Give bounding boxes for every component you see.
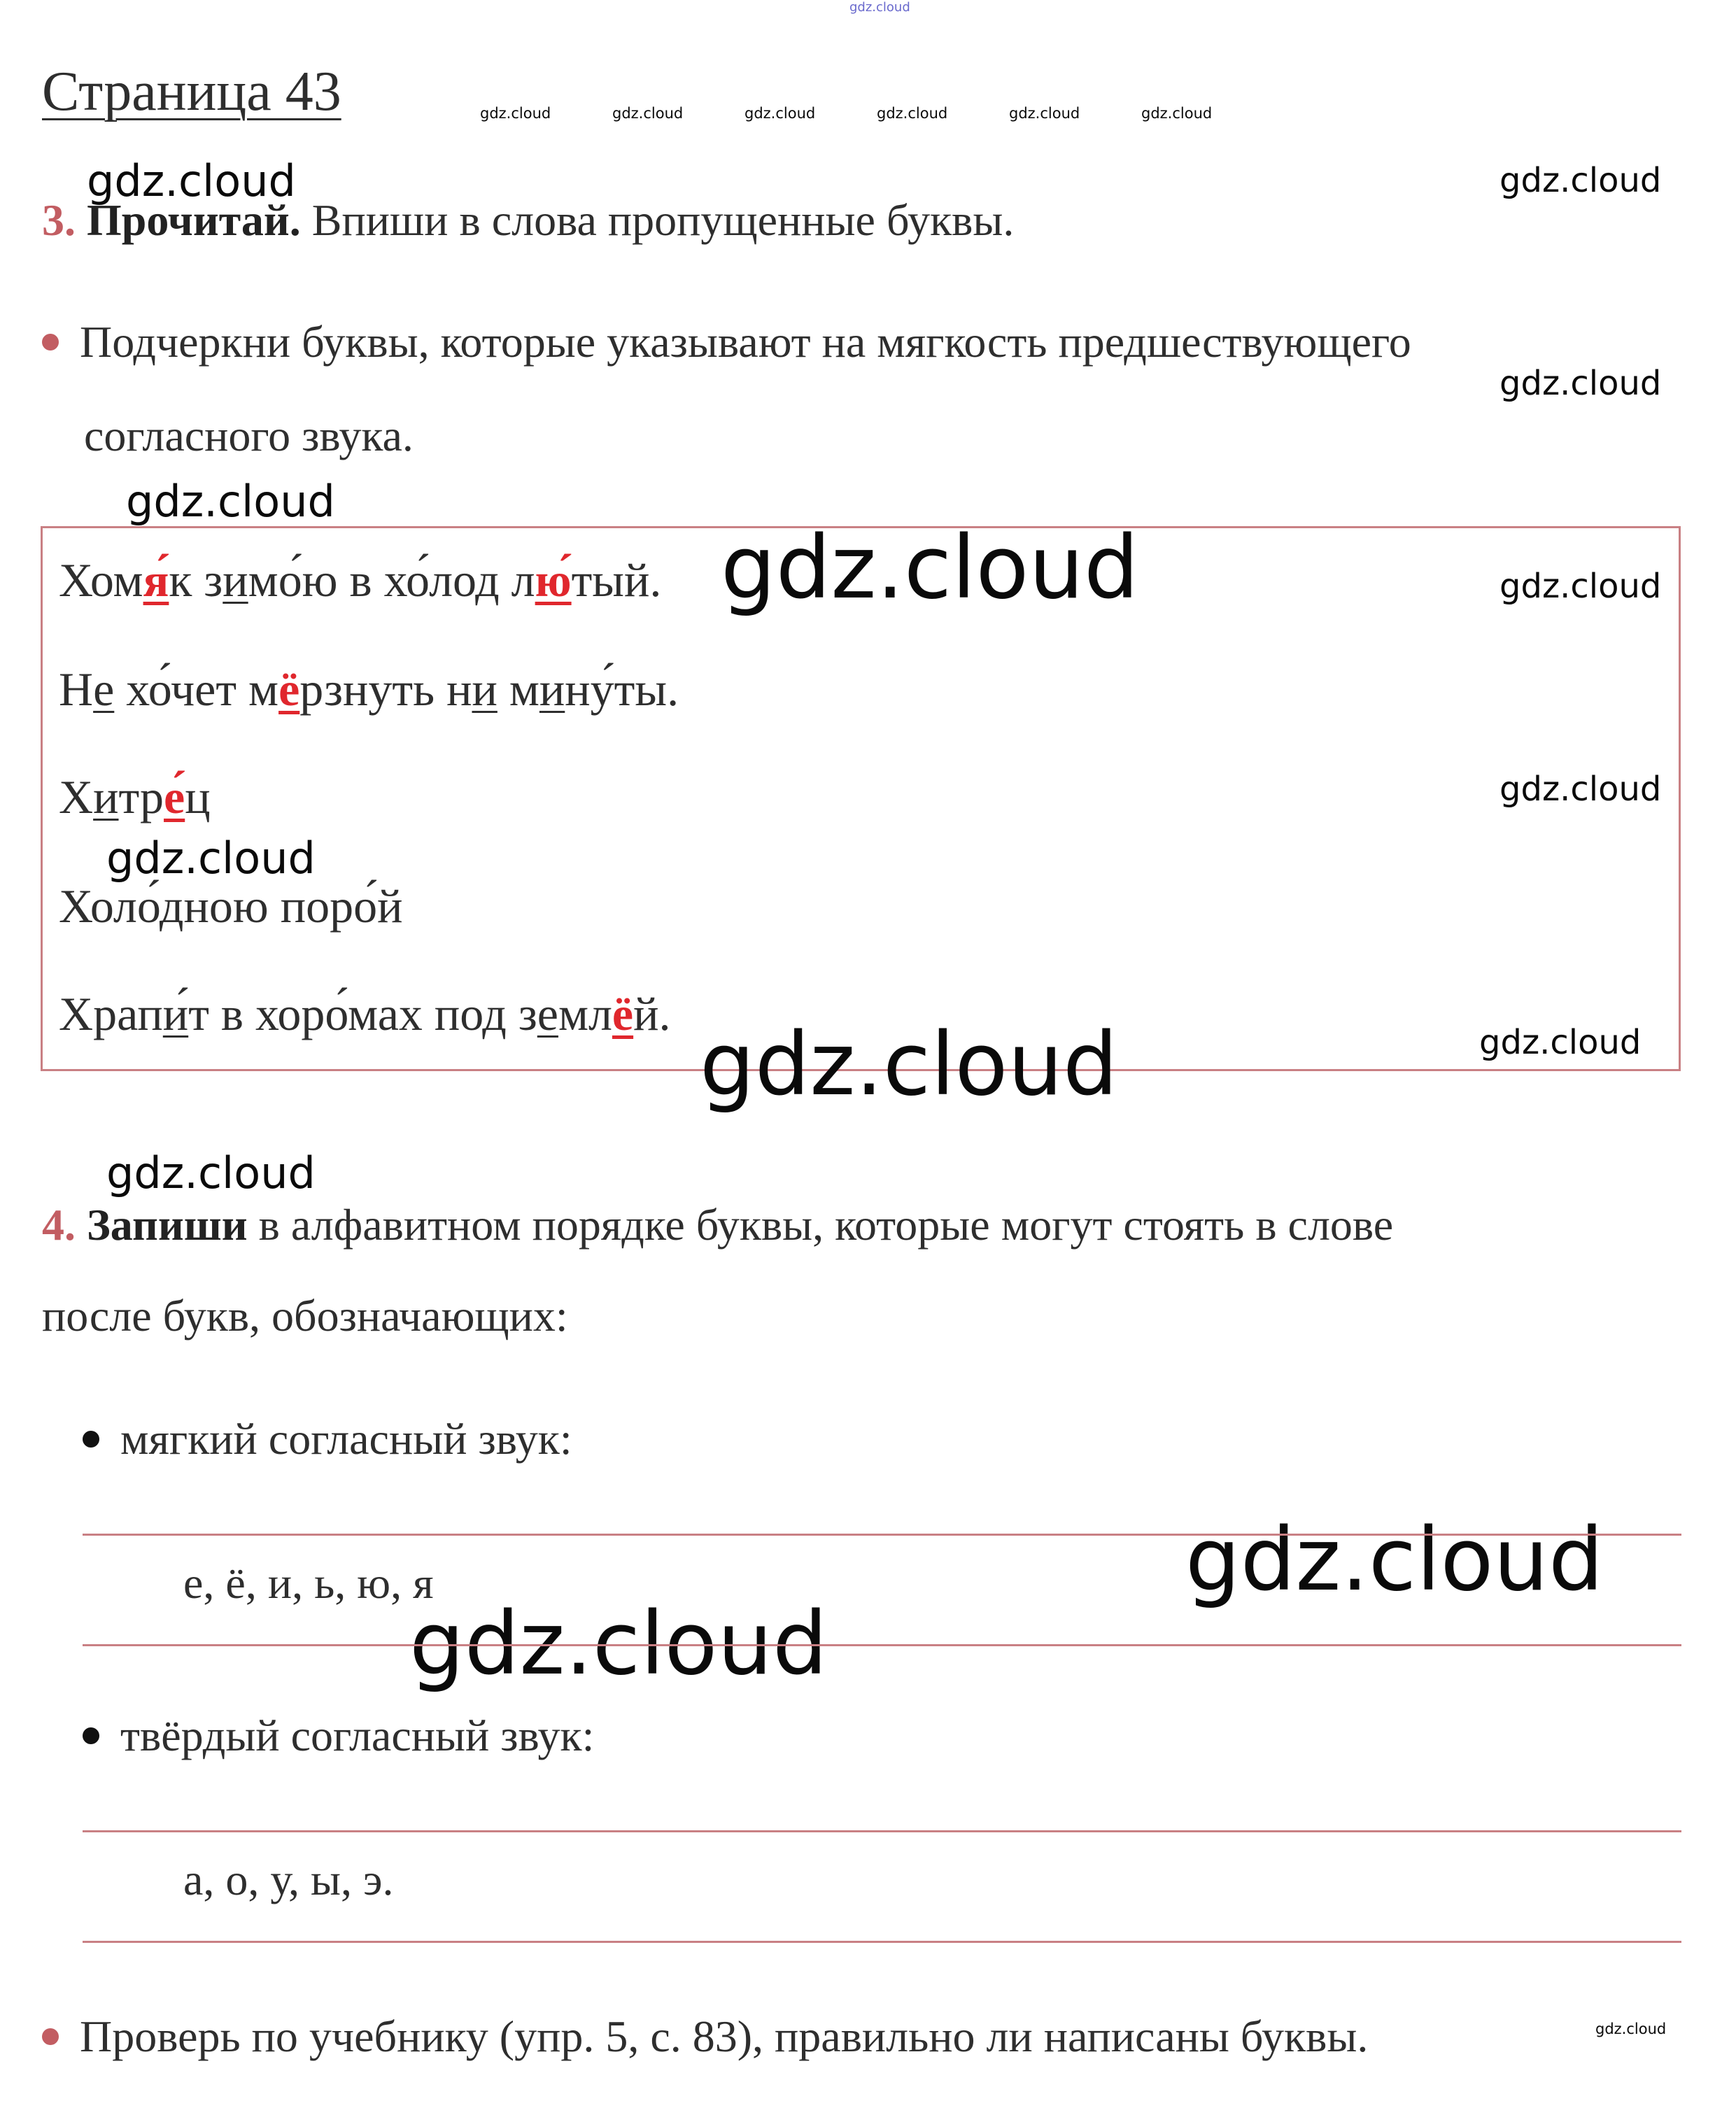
poem-text: й. — [633, 987, 671, 1040]
task4-instruction: в алфавитном порядке буквы, которые могут стоять в слове — [247, 1200, 1394, 1250]
poem-text: ц — [185, 770, 211, 823]
poem-text: Хом — [59, 553, 143, 607]
watermark-small: gdz.cloud — [480, 105, 551, 122]
soft-consonant-item — [83, 1413, 572, 1465]
hard-consonant-item — [83, 1710, 594, 1762]
task4-instruction-line2: после букв, обозначающих: — [42, 1291, 568, 1341]
task3-heading — [42, 194, 1014, 246]
task3-instruction: Впиши в слова пропущенные буквы. — [300, 195, 1015, 245]
poem-line-3 — [59, 770, 211, 825]
check-text: Проверь по учебнику (упр. 5, с. 83), правильно ли написаны буквы. — [80, 2011, 1369, 2061]
task3-verb: Прочитай. — [87, 195, 301, 245]
watermark-small: gdz.cloud — [744, 105, 816, 122]
answer-line — [83, 1534, 1681, 1536]
poem-text: к з — [169, 553, 223, 607]
answer-line — [83, 1941, 1681, 1943]
bullet-dot-icon — [42, 2028, 59, 2045]
watermark-medium: gdz.cloud — [1499, 364, 1662, 403]
page-title: Страница 43 — [42, 61, 341, 122]
poem-line-2 — [59, 662, 679, 717]
watermark-medium: gdz.cloud — [126, 476, 335, 527]
poem-text: Н — [59, 663, 94, 716]
watermark-large: gdz.cloud — [1185, 1510, 1604, 1611]
hard-consonant-label: твёрдый согласный звук: — [120, 1711, 595, 1760]
underlined-letter: и́ — [162, 987, 189, 1040]
underlined-letter: е — [93, 663, 115, 716]
bullet-dot-icon — [83, 1727, 99, 1744]
bullet-dot-icon — [42, 334, 59, 351]
poem-text: ну́ты. — [565, 663, 679, 716]
task4-heading — [42, 1199, 1393, 1251]
underlined-letter: и — [223, 553, 248, 607]
watermark-large: gdz.cloud — [700, 1014, 1118, 1115]
inserted-letter: ё — [612, 987, 634, 1040]
inserted-letter: ё — [278, 663, 300, 716]
hard-consonant-answer: а, о, у, ы, э. — [183, 1855, 394, 1904]
poem-line-5 — [59, 986, 671, 1042]
task3-bullet — [42, 316, 1411, 368]
answer-line — [83, 1830, 1681, 1832]
watermark-medium: gdz.cloud — [1499, 567, 1662, 606]
underlined-letter: и — [93, 770, 119, 823]
watermark-medium: gdz.cloud — [1499, 770, 1662, 809]
watermark-small: gdz.cloud — [1009, 105, 1080, 122]
watermark-medium: gdz.cloud — [87, 155, 296, 206]
inserted-letter: ю́ — [535, 553, 572, 607]
poem-text: мл — [558, 987, 612, 1040]
bullet-dot-icon — [83, 1431, 99, 1448]
poem-line-4 — [59, 879, 402, 934]
poem-text: мо́ю в хо́лод л — [248, 553, 535, 607]
task3-bullet-line1: Подчеркни буквы, которые указывают на мягкость предшествующего — [80, 317, 1411, 367]
poem-text: Храп — [59, 987, 163, 1040]
soft-consonant-label: мягкий согласный звук: — [120, 1414, 572, 1464]
inserted-letter: е́ — [164, 770, 185, 823]
watermark-small: gdz.cloud — [1141, 105, 1213, 122]
poem-text: Холо́дною поро́й — [59, 879, 403, 933]
poem-text: тр — [118, 770, 164, 823]
poem-text: тый. — [571, 553, 662, 607]
watermark-top: gdz.cloud — [849, 0, 910, 15]
watermark-medium: gdz.cloud — [106, 833, 316, 884]
answer-line — [83, 1644, 1681, 1646]
watermark-small: gdz.cloud — [612, 105, 684, 122]
watermark-medium: gdz.cloud — [1499, 161, 1662, 200]
watermark-large: gdz.cloud — [409, 1594, 828, 1695]
poem-text: хо́чет м — [114, 663, 279, 716]
watermark-medium: gdz.cloud — [1479, 1023, 1642, 1062]
poem-text: м — [497, 663, 539, 716]
watermark-small: gdz.cloud — [877, 105, 948, 122]
underlined-letter: е — [537, 987, 558, 1040]
watermark-large: gdz.cloud — [721, 518, 1139, 618]
task3-number: 3. — [42, 195, 76, 245]
poem-text: т в хоро́мах под з — [188, 987, 537, 1040]
watermark-small: gdz.cloud — [1595, 2021, 1667, 2037]
task3-bullet-line2: согласного звука. — [84, 411, 414, 460]
check-bullet — [42, 2011, 1368, 2063]
task4-verb: Запиши — [87, 1200, 248, 1250]
soft-consonant-answer: е, ё, и, ь, ю, я — [183, 1558, 434, 1608]
poem-text: Х — [59, 770, 94, 823]
poem-line-1 — [59, 553, 661, 608]
underlined-letter: и — [472, 663, 497, 716]
inserted-letter: я́ — [143, 553, 169, 607]
task4-number: 4. — [42, 1200, 76, 1250]
underlined-letter: и — [539, 663, 565, 716]
poem-text: рзнуть н — [299, 663, 472, 716]
watermark-medium: gdz.cloud — [106, 1147, 316, 1198]
